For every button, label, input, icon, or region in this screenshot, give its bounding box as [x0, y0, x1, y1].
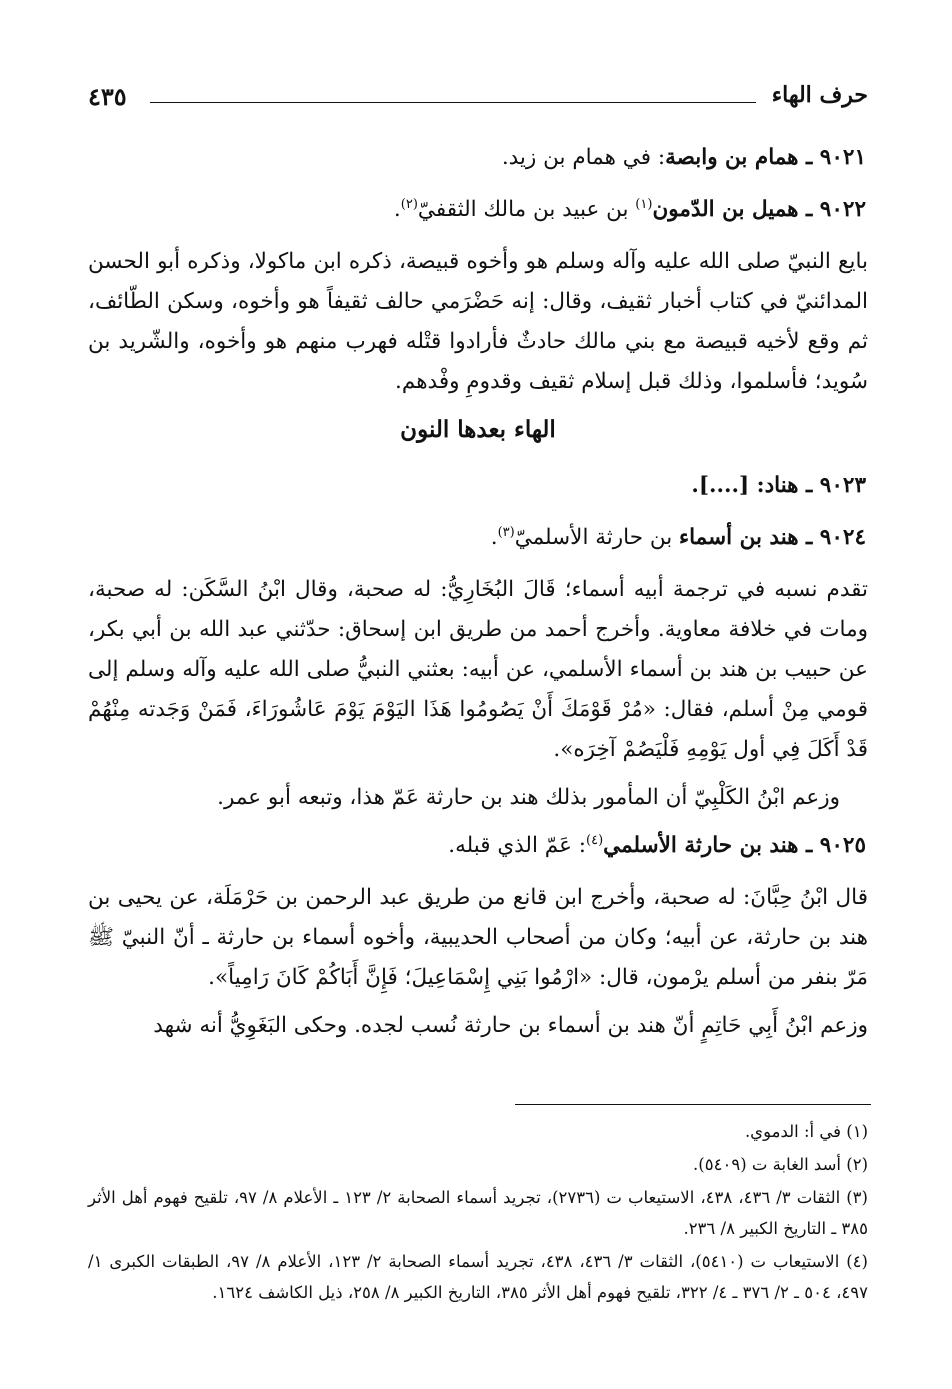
footnote: (١) في أ: الدموي.	[744, 1122, 868, 1141]
footnote-ref: (٢)	[400, 196, 418, 212]
entry-9021: ٩٠٢١ ـ همام بن وابصة: في همام بن زيد.	[501, 145, 866, 170]
footnote: (٤) الاستيعاب ت (٥٤١٠)، الثقات ٣/ ٤٣٦، ٤٣٨، تجريد أسماء الصحابة ٢/ ١٢٣، الأعلام ٨/ ٩٧، الطبقات الكبرى ١/ ٤٩٧، ٥٠٤ ـ ٢/ ٣٧٦ ـ ٤/ ٣٢٢، تلقيح فهوم أهل الأثر ٣٨٥، التاريخ الكبير ٨/ ٢٥٨، ذيل الكاشف ١٦٢٤.	[88, 1252, 868, 1302]
paragraph: تقدم نسبه في ترجمة أبيه أسماء؛ قَالَ البُخَارِيُّ: له صحبة، وقال ابْنُ السَّكَن: له صحبة، ومات في خلافة معاوية. وأخرج أحمد من طريق ابن إسحاق: حدّثني عبد الله بن أبي بكر، عن حبيب بن هند بن أسماء الأسلمي، عن أبيه: بعثني النبيُّ صلى الله عليه وآله وسلم إلى قومي مِنْ أسلم، فقال: «مُرْ قَوْمَكَ أَنْ يَصُومُوا هَذَا اليَوْمَ يَوْمَ عَاشُورَاءَ، فَمَنْ وَجَدته مِنْهُمْ قَدْ أَكَلَ فِي أول يَوْمِهِ فَلْيَصُمْ آخِرَه».	[88, 577, 868, 762]
paragraph: قال ابْنُ حِبَّانَ: له صحبة، وأخرج ابن قانع من طريق عبد الرحمن بن حَرْمَلَة، عن يحيى بن هند بن حارثة، عن أبيه؛ وكان من أصحاب الحديبية، وأخوه أسماء بن حارثة ـ أنّ النبيّ ﷺ مَرّ بنفر من أسلم يرْمون، قال: «ارْمُوا بَنِي إِسْمَاعِيلَ؛ فَإِنَّ أَبَاكُمْ كَانَ رَامِياً».	[88, 885, 868, 990]
footnote-ref: (٤)	[586, 832, 604, 848]
footnotes	[88, 1116, 868, 1310]
running-header	[88, 82, 868, 122]
footnote: (٢) أسد الغابة ت (٥٤٠٩).	[693, 1155, 868, 1174]
entry-9024: ٩٠٢٤ ـ هند بن أسماء بن حارثة الأسلميّ$^{(٣)}$.	[490, 524, 866, 550]
page-number: ٤٣٥	[88, 82, 127, 111]
footnote-ref: (١)	[635, 196, 653, 212]
footnote: (٣) الثقات ٣/ ٤٣٦، ٤٣٨، الاستيعاب ت (٢٧٣٦)، تجريد أسماء الصحابة ٢/ ١٢٣ ـ الأعلام ٨/ ٩٧، تلقيح فهوم أهل الأثر ٣٨٥ ـ التاريخ الكبير ٨/ ٢٣٦.	[88, 1188, 868, 1238]
header-title: حرف الهاء	[771, 82, 868, 108]
footnote-ref: (٣)	[497, 524, 515, 540]
footnote-divider	[515, 1104, 871, 1105]
entry-9022: ٩٠٢٢ ـ هميل بن الدّمون$^{(١)}$ بن عبيد بن مالك الثقفيّ$^{(٢)}$.	[393, 196, 866, 222]
header-rule	[150, 102, 756, 103]
paragraph: وزعم ابْنُ أَبِي حَاتِمٍ أنّ هند بن أسماء بن حارثة نُسب لجده. وحكى البَغَوِيُّ أنه شهد	[153, 1013, 868, 1038]
entry-9023: ٩٠٢٣ ـ هناد: [....].	[691, 473, 866, 498]
main-text	[88, 138, 868, 1054]
paragraph: بايع النبيّ صلى الله عليه وآله وسلم هو وأخوه قبيصة، ذكره ابن ماكولا، وذكره أبو الحسن المدائنيّ في كتاب أخبار ثقيف، وقال: إنه حَضْرَمي حالف ثقيفاً هو وأخوه، وسكن الطّائف، ثم وقع لأخيه قبيصة مع بني مالك حادثٌ فأرادوا قتْله فهرب منهم هو وأخوه، والشّريد بن سُويد؛ فأسلموا، وذلك قبل إسلام ثقيف وقدومِ وفْدهم.	[88, 249, 868, 394]
section-title: الهاء بعدها النون	[400, 416, 556, 443]
paragraph: وزعم ابْنُ الكَلْبِيّ أن المأمور بذلك هند بن حارثة عَمّ هذا، وتبعه أبو عمر.	[217, 785, 840, 810]
entry-9025: ٩٠٢٥ ـ هند بن حارثة الأسلمي$^{(٤)}$: عَمّ الذي قبله.	[448, 832, 866, 858]
